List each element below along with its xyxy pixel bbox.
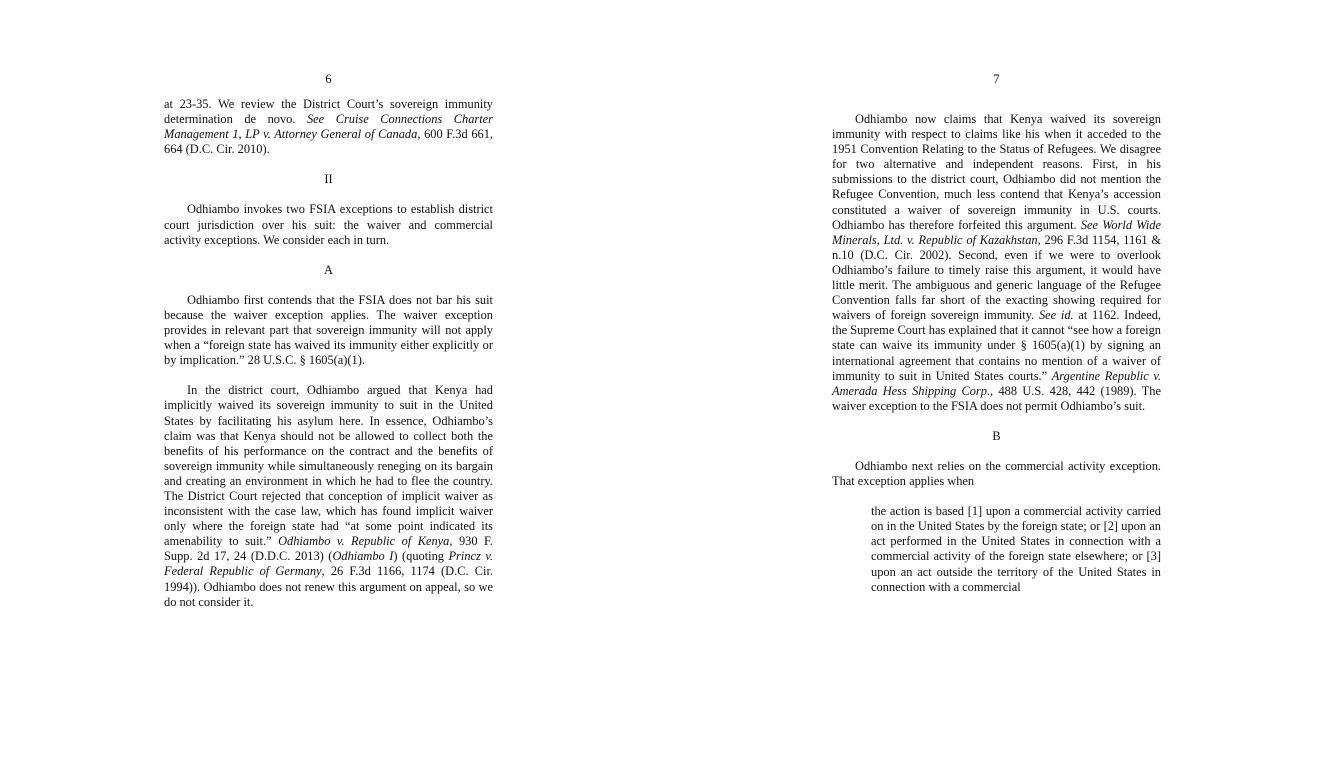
paragraph-fsia-exceptions: Odhiambo invokes two FSIA exceptions to establish district court jurisdiction over his suit: the waiver and commercial activity exceptions. We consider each in turn. [164, 202, 493, 247]
paragraph-waiver-exception: Odhiambo first contends that the FSIA does not bar his suit because the waiver exception applies. The waiver exception provides in relevant part that sovereign immunity will not apply when a “foreign state has waived its immunity either explicitly or by implication.” 28 U.S.C. § 1605(a)(1). [164, 292, 493, 368]
paragraph-standard-of-review [164, 97, 493, 157]
text-run: , 26 F.3d 1166, 1174 (D.C. Cir. 1994)). Odhiambo does not renew this argument on appeal, so we do not consider it. [164, 564, 493, 609]
text-run: , 488 U.S. 428, 442 (1989). The waiver exception to the FSIA does not permit Odhiambo’s suit. [832, 383, 1161, 413]
case-citation: Odhiambo v. Republic of Kenya [278, 534, 450, 549]
page-number: 6 [325, 72, 332, 86]
text-run: at 1162. Indeed, the Supreme Court has explained that it cannot “see how a foreign state can waive its immunity under § 1605(a)(1) by signing an international agreement that contains no mention of a waiver of immunity to suit in United States courts.” [832, 308, 1161, 383]
page-body [832, 112, 1161, 595]
case-citation: See id. [1038, 308, 1074, 323]
case-citation: Princz v. Federal Republic of Germany [164, 549, 494, 579]
text-run: , 930 F. Supp. 2d 17, 24 (D.D.C. 2013) ( [164, 534, 494, 564]
page-number: 7 [993, 72, 1000, 86]
case-citation: Odhiambo I [332, 549, 394, 564]
right-page [832, 0, 1161, 774]
text-run: Odhiambo now claims that Kenya waived its sovereign immunity with respect to claims like his when it acceded to the 1951 Convention Relating to the Status of Refugees. We disagree for two alternative and independent reasons. First, in his submissions to the district court, Odhiambo did not mention the Refugee Convention, much less contend that Kenya’s accession constituted a waiver of sovereign immunity in U.S. courts. Odhiambo has therefore forfeited this argument. [832, 112, 1161, 232]
case-citation: Argentine Republic v. Amerada Hess Shipping Corp. [832, 368, 1162, 398]
text-run: at 23-35. We review the District Court’s sovereign immunity determination de novo. [164, 97, 493, 127]
left-page [164, 0, 493, 774]
page-body [164, 97, 493, 610]
paragraph-implicit-waiver [164, 383, 493, 609]
paragraph-commercial-activity: Odhiambo next relies on the commercial activity exception. That exception applies when [832, 458, 1161, 489]
text-run: , 600 F.3d 661, 664 (D.C. Cir. 2010). [164, 127, 494, 157]
section-heading-b: B [992, 428, 1001, 443]
section-heading-ii: II [324, 172, 333, 187]
text-run: , 296 F.3d 1154, 1161 & n.10 (D.C. Cir. 2002). Second, even if we were to overlook Odhiambo’s failure to timely raise this argument, it would have little merit. The ambiguous and generic language of the Refugee Convention falls far short of the exacting showing required for waivers of foreign sovereign immunity. [832, 232, 1162, 323]
text-run: In the district court, Odhiambo argued that Kenya had implicitly waived its sovereign immunity to suit in the United States by facilitating his asylum here. In essence, Odhiambo’s claim was that Kenya should not be allowed to collect both the benefits of his performance on the contract and the benefits of sovereign immunity while simultaneously reneging on its bargain and creating an environment in which he had to flee the country. The District Court rejected that conception of implicit waiver as inconsistent with the case law, which has found implicit waiver only where the foreign state had “at some point indicated its amenability to suit.” [164, 383, 493, 549]
paragraph-refugee-convention [832, 112, 1161, 414]
statute-blockquote: the action is based [1] upon a commercial activity carried on in the United States by the foreign state; or [2] upon an act performed in the United States in connection with a commercial activity of the foreign state elsewhere; or [3] upon an act outside the territory of the United States in connection with a commercial [871, 504, 1161, 594]
case-citation: See World Wide Minerals, Ltd. v. Republic of Kazakhstan [832, 217, 1161, 247]
case-citation: See Cruise Connections Charter Management 1, LP v. Attorney General of Canada [164, 112, 493, 142]
section-heading-a: A [324, 262, 333, 277]
text-run: ) (quoting [393, 549, 449, 564]
